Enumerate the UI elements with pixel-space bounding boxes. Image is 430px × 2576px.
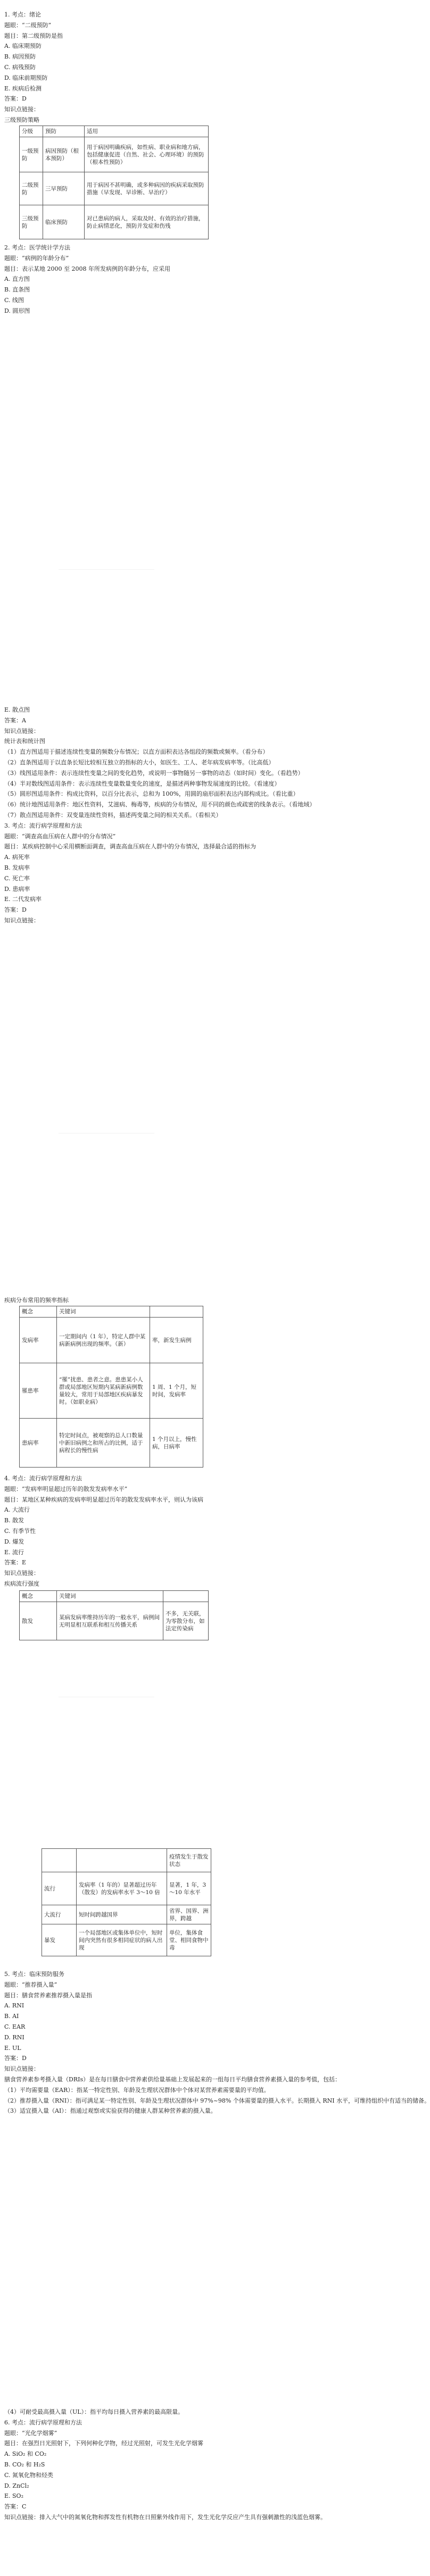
text-line: 知识点链接： [4,727,39,735]
text-line: 题眼：“光化学烟雾” [4,2429,57,2437]
text-line: C. 病残预防 [4,63,36,71]
table-cell [42,1849,77,1872]
table-cell: 用于病因明确疾病，如性病、职业病和地方病，包括健康促进（自然、社会、心理环境）的预防（根本性预防） [85,137,209,172]
table-cell: 某病发病率维持历年的一般水平，病例间无明显相互联系和相互传播关系 [57,1602,163,1640]
epidemic-intensity-table-continued [42,1848,211,1956]
text-line: B. CO₂ 和 H₂S [4,2461,45,2468]
text-line: （6）统计地图适用条件：地区性资料，艾滋病、梅毒等，疾病的分布情况，用不同的颜色或疏密的线条表示。（看地域） [4,801,316,808]
text-line: A. RNI [4,2002,24,2010]
text-line: 题眼：“发病率明显超过历年的散发发病率水平” [4,1485,128,1493]
text-line: （5）圆形图适用条件：构成比资料，以百分比表示，总和为 100%，用圆的扇形面积表达内部构成比。（看比重） [4,790,299,798]
text-line: 5. 考点：临床预防服务 [4,1971,64,1978]
table-header: 分级 [20,126,43,137]
text-line: C. 线图 [4,296,24,304]
page2-text [4,705,316,926]
text-line: 题目：某地区某种疾病的发病率明显超过历年的散发发病率水平，则认为该病 [4,1496,203,1503]
text-line: 答案：D [4,906,27,914]
table-cell: 省界、国界、洲界，跨越 [167,1905,211,1924]
text-line: 知识点链接： [4,916,39,924]
table-cell: 暴发 [42,1924,77,1956]
page3-question4 [4,1473,213,1589]
table-header: 概念 [20,1306,57,1318]
table-cell: 率，新发生病例 [150,1318,203,1363]
text-line: A. 临床期预防 [4,43,42,50]
table-cell: “罹”扰患、患者之意。患患某小人群或局部地区短期内某病新病例数量较大，常用于局部地区疾病暴发时。（如职业病） [57,1363,150,1419]
text-line: A. 直方图 [4,276,30,283]
text-line: C. 有季节性 [4,1527,36,1535]
table-cell: 病因预防（根本预防） [43,137,85,172]
text-line: D. 患病率 [4,885,30,893]
table-header [163,1591,209,1602]
text-line: 答案：D [4,2055,27,2062]
text-line: E. SO₂ [4,2492,23,2500]
table-cell: 显著，1 年，3～10 年水平 [167,1872,211,1905]
frequency-indicator-table [19,1306,203,1468]
text-line: 题眼：“推荐摄入量” [4,1981,57,1988]
table-cell: 疫情发生于散发状态 [167,1849,211,1872]
text-line: 统计表和统计图 [4,738,45,745]
table-cell: 短时间跨越国界 [77,1905,167,1924]
page4-question6 [4,2407,326,2523]
table-cell: 三级预防 [20,205,43,239]
page4-question5 [4,1969,430,2116]
text-line: C. 死亡率 [4,874,30,882]
table-cell: 二级预防 [20,172,43,205]
text-line: B. 发病率 [4,864,30,871]
page-divider [59,569,154,570]
table-cell: 三早预防 [43,172,85,205]
table-header: 适用 [85,126,209,137]
text-line: D. 临床前期预防 [4,74,48,81]
table-cell: 特定时间点，被观察的总人口数量中新旧病例之和所占的比例，适于病程长的慢性病 [57,1419,150,1468]
table-cell: 临床预防 [43,205,85,239]
table-cell: 发病率（1 年的）显著超过历年（散发）的发病率水平 3～10 倍 [77,1872,167,1905]
text-line: 膳食营养素参考摄入量（DRIs）是在每日膳食中营养素供给量基础上发展起来的一组每日平均膳食营养素摄入量的参考值，包括： [4,2075,341,2083]
table-header: 关键词 [57,1591,163,1602]
text-line: A. SiO₂ 和 CO₂ [4,2450,47,2458]
text-line: 题目：第二级预防是指 [4,32,63,39]
text-line: B. 直条图 [4,286,30,294]
table-cell: 用于病因不甚明确，或多种病因的疾病采取预防措施（早发现、早诊断、早治疗） [85,172,209,205]
table-cell: 1 周、1 个月，短时间，发病率 [150,1363,203,1419]
text-line: C. 氮氧化物和烃类 [4,2471,54,2479]
table-cell [77,1849,167,1872]
text-line: D. 圆形图 [4,307,30,314]
text-line: A. 病死率 [4,854,30,861]
table-header [150,1306,203,1318]
text-line: E. 散点图 [4,706,30,713]
text-line: 题眼：“病例的年龄分布” [4,254,69,262]
table-cell: 患病率 [20,1419,57,1468]
table-cell: 一定期间内（1 年），特定人群中某病新病例出现的频率。（新） [57,1318,150,1363]
text-line: B. 散发 [4,1517,24,1524]
text-line: 疾病流行强度 [4,1580,39,1587]
table-cell: 一级预防 [20,137,43,172]
table-header: 概念 [20,1591,57,1602]
page1-question2 [4,243,213,316]
text-line: （1）平均需要量（EAR）：指某一特定性别、年龄及生理状况群体中个体对某营养素需要量的平均值。 [4,2086,270,2094]
text-line: B. 病因预防 [4,53,36,61]
text-line: 1. 考点：绪论 [4,11,41,18]
epidemic-intensity-table [19,1590,209,1640]
text-line: E. UL [4,2044,21,2052]
text-line: 4. 考点：流行病学原理和方法 [4,1475,82,1482]
table-cell: 单位，集体食堂、相同食物中毒 [167,1924,211,1956]
table-cell: 一个局部地区或集体单位中，短时间内突然有很多相同症状的病人出现 [77,1924,167,1956]
table-cell: 大流行 [42,1905,77,1924]
table-cell: 发病率 [20,1318,57,1363]
text-line: 3. 考点：流行病学原理和方法 [4,822,82,829]
text-line: （1）直方图适用于描述连续性变量的频数分布情况；以直方面积表达各组段的频数或频率。（看分布） [4,748,269,756]
text-line: 题目：某疾病控制中心采用横断面调查，调查高血压病在人群中的分布情况，选择最合适的指标为 [4,843,256,851]
text-line: 知识点链接： [4,2065,39,2073]
text-line: （3）线图适用条件：表示连续性变量之间的变化趋势，或说明一事物随另一事物的动态（如时间）变化。（看趋势） [4,769,304,777]
text-line: D. RNI [4,2033,24,2041]
text-line: 题目：膳食营养素推荐摄入量是指 [4,1991,92,1999]
text-line: D. ZnCl₂ [4,2482,29,2489]
text-line: （3）适宜摄入量（AI）：指通过观察或实验获得的健康人群某种营养素的摄入量。 [4,2107,217,2115]
text-line: E. 二代发病率 [4,896,42,903]
text-line: C. EAR [4,2023,26,2030]
table-header: 预防 [43,126,85,137]
table-cell: 散发 [20,1602,57,1640]
text-line: 题眼：“调查高血压病在人群中的分布情况” [4,832,116,840]
page1-text [4,10,213,126]
text-line: 6. 考点：流行病学原理和方法 [4,2419,82,2426]
text-line: （4）半对数线图适用条件：表示连续性变量数量变化的速度，是描述两种事物发展速度的比较。（看速度） [4,780,280,787]
text-line: （2）推荐摄入量（RNI）：指可满足某一特定性别、年龄及生理状况群体中 97%~98% 个体需要量的摄入水平。长期摄入 RNI 水平，可维持组织中有适当的储备。 [4,2097,430,2104]
text-line: （7）散点图适用条件：双变量连续性资料，描述两变量之间的相关关系。（看相关） [4,811,222,819]
three-level-prevention-table [19,126,209,239]
text-line: 答案：D [4,95,27,103]
text-line: E. 流行 [4,1548,24,1556]
text-line: （4）可耐受最高摄入量（UL）：指平均每日摄入营养素的最高限量。 [4,2408,184,2415]
table-cell: 不多，无关联，为零散分布，如法定传染病 [163,1602,209,1640]
text-line: 知识点链接： [4,106,39,113]
text-line: B. AI [4,2013,19,2020]
text-line: A. 大流行 [4,1506,30,1514]
table-cell: 流行 [42,1872,77,1905]
text-line: 题目：表示某地 2000 至 2008 年所发病例的年龄分布，应采用 [4,265,170,272]
table-header: 关键词 [57,1306,150,1318]
text-line: 答案：E [4,1559,27,1566]
text-line: 知识点链接： [4,1570,39,1577]
table-cell: 对已患病的病人，采取及时、有效的治疗措施，防止病情恶化，预防并发症和伤残 [85,205,209,239]
table-cell: 罹患率 [20,1363,57,1419]
table-cell: 1 个月以上，慢性病，日病率 [150,1419,203,1468]
text-line: （2）直条图适用于以直条长短比较相互独立的指标的大小，如医生、工人、老年病发病率等。（比高低） [4,758,275,766]
text-line: 三级预防策略 [4,116,39,123]
text-line: 题眼：“二级预防” [4,21,52,29]
text-line: 知识点链接：排入大气中的氮氧化物和挥发性有机物在日照紫外线作用下，发生光化学反应产生具有强刺激性的浅蓝色烟雾。 [4,2513,326,2521]
text-line: 2. 考点：医学统计学方法 [4,244,70,251]
text-line: 答案：A [4,716,26,724]
text-line: 题目：在强烈日光照射下，下列何种化学物，经过光照射，可发生光化学烟雾 [4,2440,203,2447]
text-line: E. 疾病后检测 [4,85,42,92]
page3-title: 疾病分布常用的频率指标 [4,1297,69,1304]
text-line: 答案：C [4,2503,27,2511]
text-line: D. 爆发 [4,1538,24,1545]
